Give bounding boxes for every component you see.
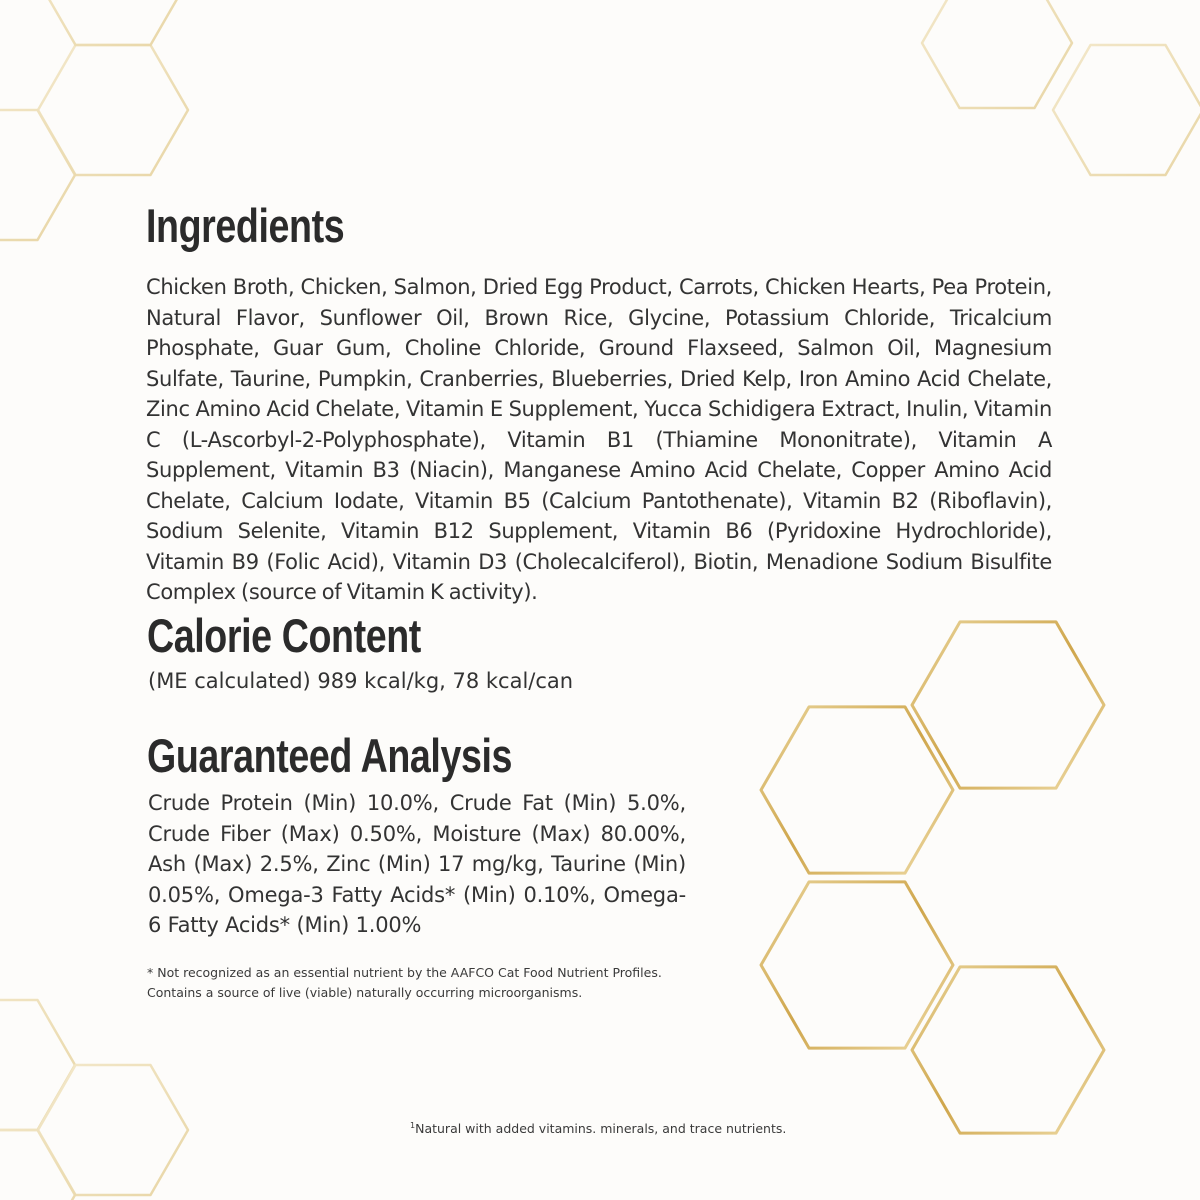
natural-disclaimer-text: Natural with added vitamins. minerals, and trace nutrients. xyxy=(415,1121,787,1137)
footnote-microorganisms: Contains a source of live (viable) naturally occurring microorganisms. xyxy=(147,985,583,1000)
hexagon-outline xyxy=(0,110,75,240)
hexagon-outline xyxy=(912,622,1104,788)
hexagon-outline xyxy=(0,1000,75,1130)
hexagon-outline xyxy=(761,707,953,873)
footnote-aafco: * Not recognized as an essential nutrient by the AAFCO Cat Food Nutrient Profiles. xyxy=(147,965,662,980)
calorie-content-heading: Calorie Content xyxy=(147,609,421,662)
guaranteed-analysis-list: Crude Protein (Min) 10.0%, Crude Fat (Min) 5.0%, Crude Fiber (Max) 0.50%, Moisture (Max) 80.00%, Ash (Max) 2.5%, Zinc (Min) 17 mg/kg, Taurine (Min) 0.05%, Omega-3 Fatty Acids* (Min) 0.10%, Omega-6 Fatty Acids* (Min) 1.00% xyxy=(148,791,686,937)
ingredients-list: Chicken Broth, Chicken, Salmon, Dried Egg Product, Carrots, Chicken Hearts, Pea Protein, Natural Flavor, Sunflower Oil, Brown Rice, Glycine, Potassium Chloride, Tricalcium Phosphate, Guar Gum, Choline Chloride, Ground Flaxseed, Salmon Oil, Magnesium Sulfate, Taurine, Pumpkin, Cranberries, Blueberries, Dried Kelp, Iron Amino Acid Chelate, Zinc Amino Acid Chelate, Vitamin E Supplement, Yucca Schidigera Extract, Inulin, Vitamin C (L-Ascorbyl-2-Polyphosphate), Vitamin B1 (Thiamine Mononitrate), Vitamin A Supplement, Vitamin B3 (Niacin), Manganese Amino Acid Chelate, Copper Amino Acid Chelate, Calcium Iodate, Vitamin B5 (Calcium Pantothenate), Vitamin B2 (Riboflavin), Sodium Selenite, Vitamin B12 Supplement, Vitamin B6 (Pyridoxine Hydrochloride), Vitamin B9 (Folic Acid), Vitamin D3 (Cholecalciferol), Biotin, Menadione Sodium Bisulfite Complex (source of Vitamin K activity). xyxy=(146,275,1052,604)
hexagon-outline xyxy=(38,45,188,175)
hexagon-outline xyxy=(1053,45,1200,175)
hexagon-outline xyxy=(0,1130,75,1200)
footnote-marker: 1 xyxy=(410,1121,416,1130)
hexagon-outline xyxy=(912,967,1104,1133)
calorie-content-value: (ME calculated) 989 kcal/kg, 78 kcal/can xyxy=(148,669,574,693)
hexagon-outline xyxy=(922,0,1072,108)
guaranteed-analysis-heading: Guaranteed Analysis xyxy=(147,729,513,782)
hexagon-outline xyxy=(38,1065,188,1195)
hexagon-outline xyxy=(761,882,953,1048)
natural-disclaimer xyxy=(410,1116,786,1139)
ingredients-heading: Ingredients xyxy=(146,199,345,252)
hexagon-outline xyxy=(38,0,188,45)
